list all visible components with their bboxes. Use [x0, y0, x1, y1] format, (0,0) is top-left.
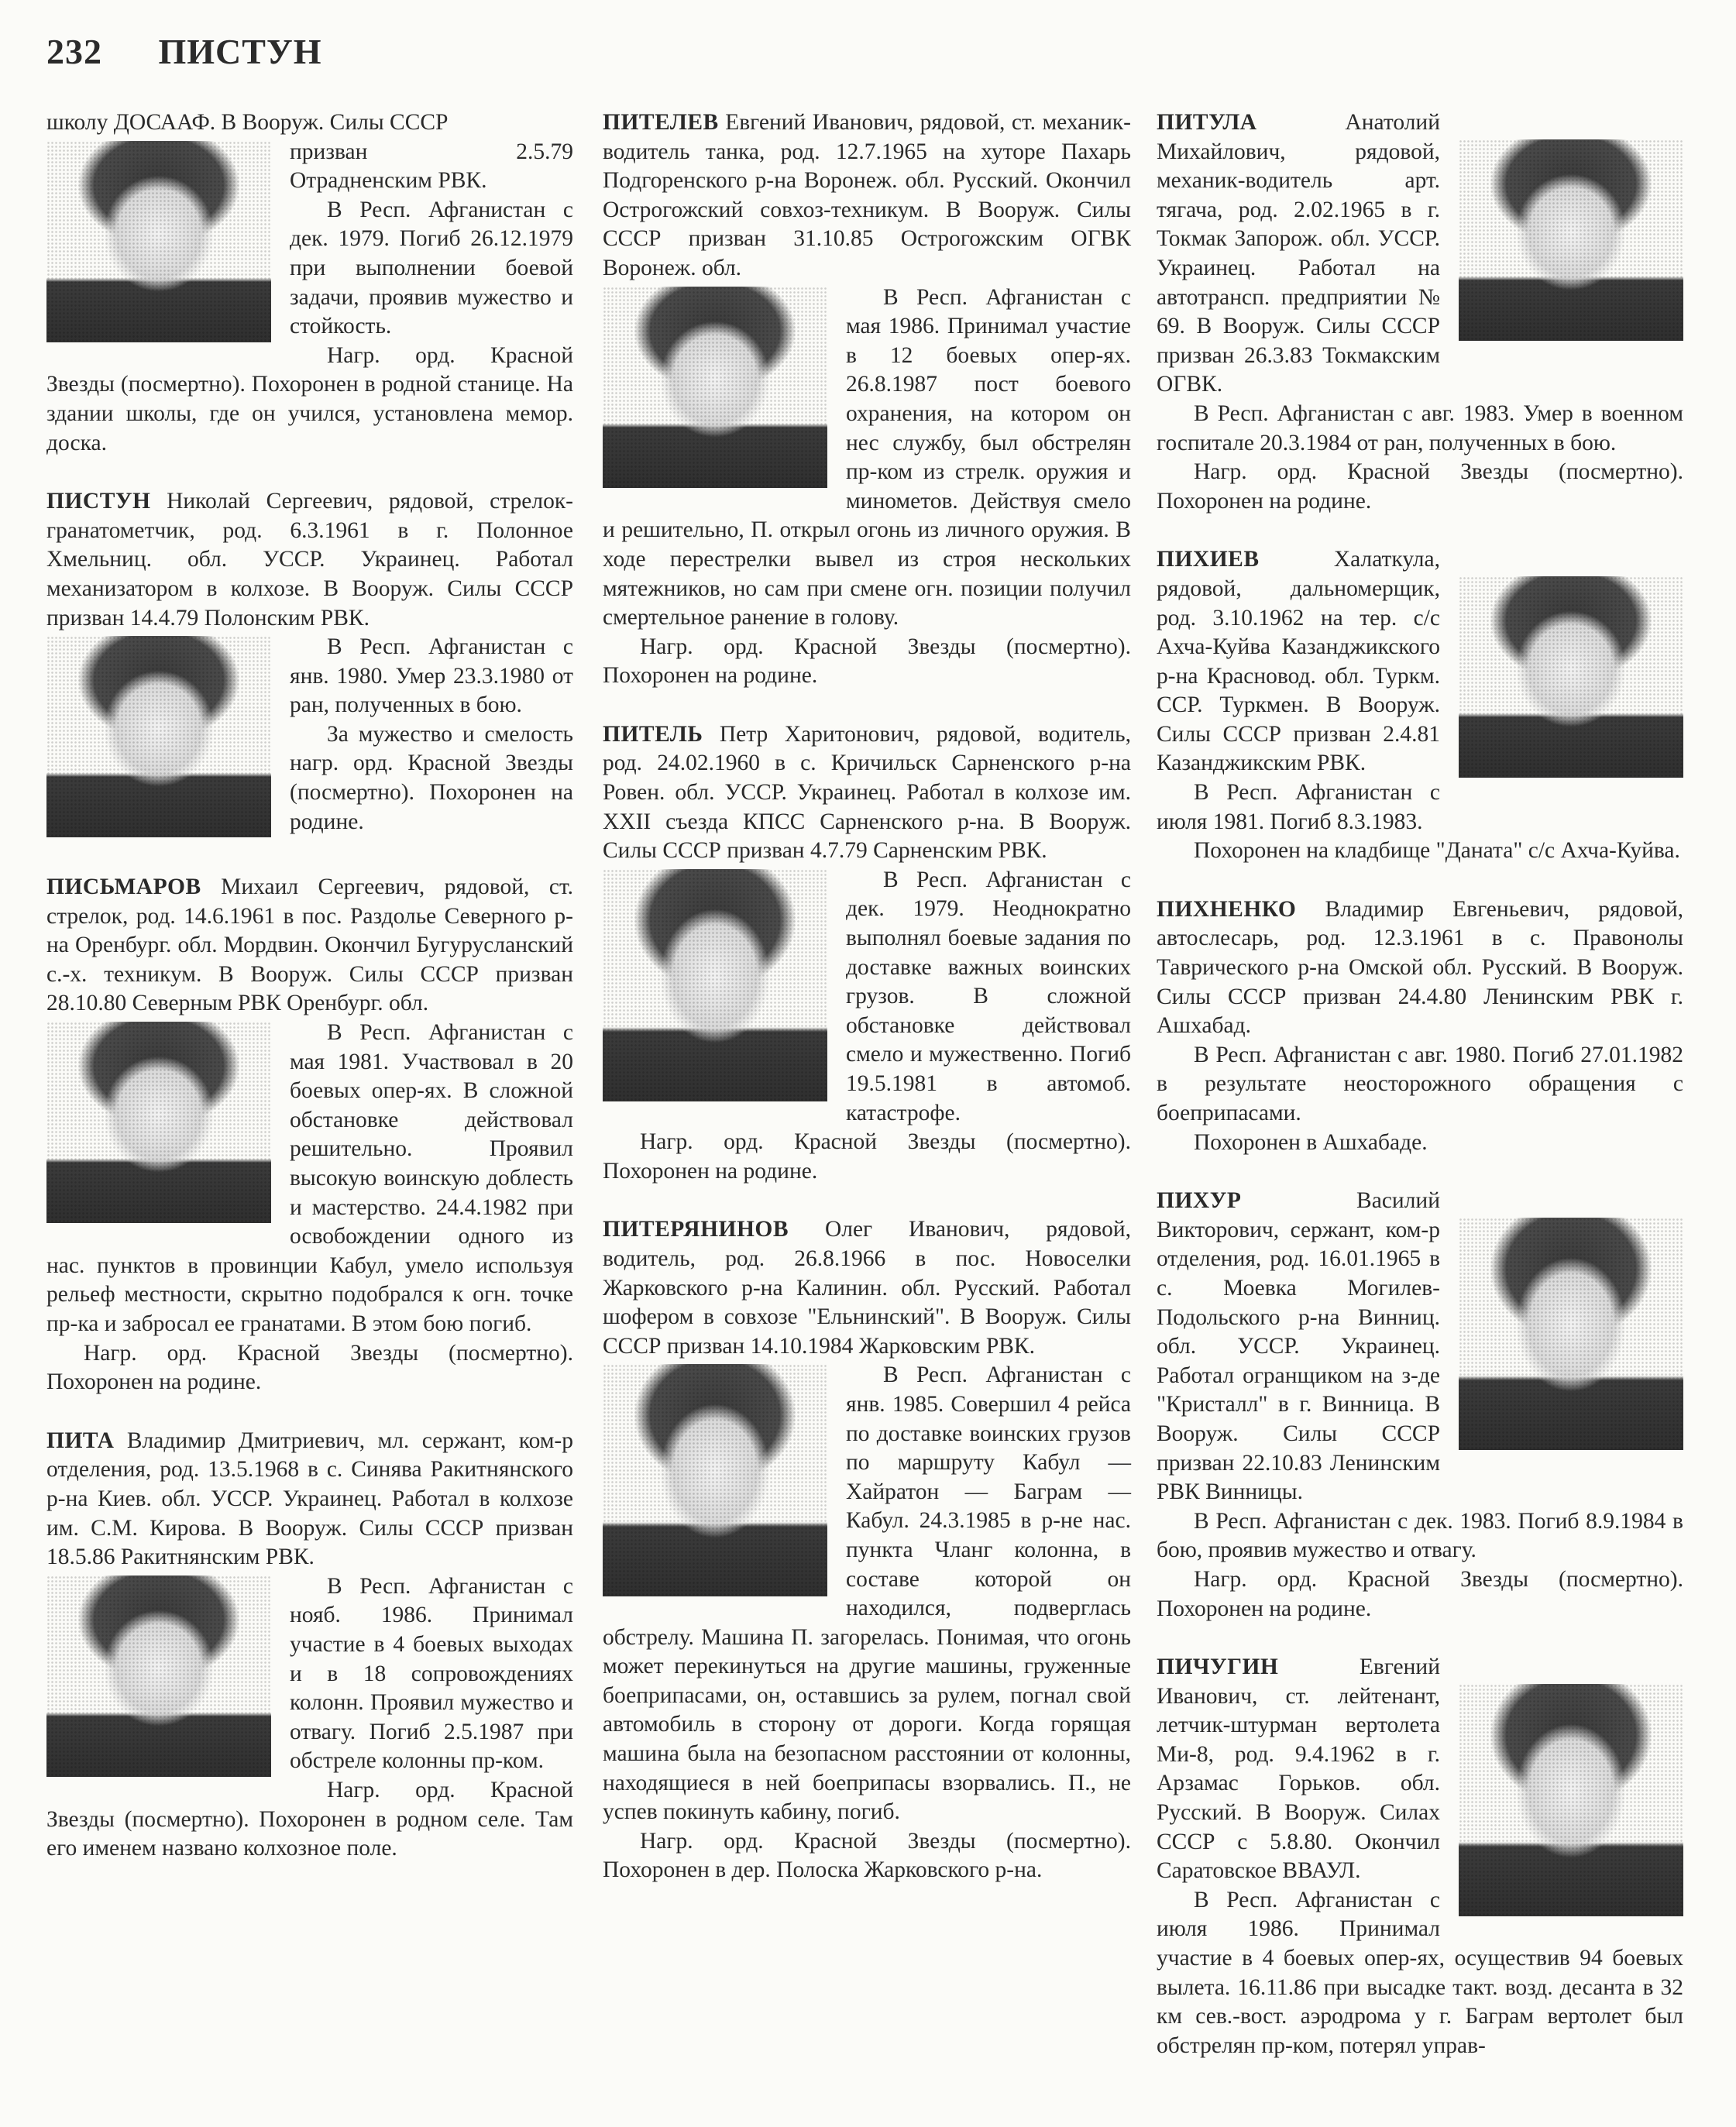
entry-surname: ПИСТУН [46, 489, 151, 514]
entry-paragraph: В Респ. Афганистан с дек. 1979. Неоднократно выполнял боевые задания по доставке важных воинских грузов. В сложной обстановке действовал смело и мужественно. Погиб 19.5.1981 в автомоб. катастрофе. [846, 867, 1131, 1125]
entry-lead: Владимир Дмитриевич, мл. сержант, ком-р отделения, род. 13.5.1968 в с. Синява Ракитнянского р-на Киев. обл. УССР. Украинец. Работал в колхозе им. С.М. Кирова. В Вооруж. Силы СССР призван 18.5.86 Ракитнянским РВК. [46, 1428, 573, 1570]
biography-entry [1157, 545, 1683, 866]
portrait-photo-hat [1459, 576, 1683, 778]
entry-surname: ПИЧУГИН [1157, 1655, 1279, 1680]
entry-paragraph: Похоронен в Ашхабаде. [1194, 1129, 1428, 1155]
portrait-photo [603, 287, 827, 488]
entry-paragraph: Нагр. орд. Красной Звезды (посмертно). Похоронен на родине. [1157, 1566, 1683, 1621]
portrait-photo-cap [603, 1364, 827, 1596]
entry-lead: Николай Сергеевич, рядовой, стрелок-гранатометчик, род. 6.3.1961 в г. Полонное Хмельниц. обл. УССР. Украинец. Работал механизатором в колхозе. В Вооруж. Силы СССР призван 14.4.79 Полонским РВК. [46, 489, 573, 631]
entry-paragraph: В Респ. Афганистан с янв. 1985. Совершил 4 рейса по доставке воинских грузов по маршруту Кабул — Хайратон — Баграм — Кабул. 24.3.1985 в р-не нас. пункта Чланг колонна, в составе которой он находился, подверглась обстрелу. Машина П. загорелась. Понимая, что огонь может перекинуться на другие машины, груженные боеприпасами, он, оставшись за рулем, погнал свой автомобиль в сторону от дороги. Когда горящая машина была на безопасном расстоянии от колонны, находящиеся в ней боеприпасы взорвались. П., не успев покинуть кабину, погиб. [603, 1362, 1131, 1825]
biography-entry [1157, 1653, 1683, 2060]
biography-entry [46, 1427, 573, 1864]
biography-entry [46, 487, 573, 844]
entry-lead: Халаткула, рядовой, дальномерщик, род. 3.10.1962 на тер. с/с Ахча-Куйва Казанджикского р-на Красновод. обл. Туркм. ССР. Туркмен. В Вооруж. Силы СССР призван 2.4.81 Казанджикским РВК. [1157, 547, 1440, 776]
entry-lead: Анатолий Михайлович, рядовой, механик-водитель арт. тягача, род. 2.02.1965 в г. Токмак Запорож. обл. УССР. Украинец. Работал на автотрансп. предприятии № 69. В Вооруж. Силы СССР призван 26.3.83 Токмакским ОГВК. [1157, 110, 1440, 397]
entry-lead: Евгений Иванович, ст. лейтенант, летчик-штурман вертолета Ми-8, род. 9.4.1962 в г. Арзамас Горьков. обл. Русский. В Вооруж. Силах СССР с 5.8.80. Окончил Саратовское ВВАУЛ. [1157, 1655, 1440, 1884]
entry-paragraph: Похоронен на кладбище "Даната" с/с Ахча-Куйва. [1194, 838, 1680, 864]
entry-paragraph: За мужество и смелость нагр. орд. Красной Звезды (посмертно). Похоронен на родине. [290, 721, 573, 834]
biography-entry [603, 108, 1131, 691]
entry-paragraph: В Респ. Афганистан с авг. 1983. Умер в военном госпитале 20.3.1984 от ран, полученных в бою. [1157, 400, 1683, 455]
entry-paragraph: Нагр. орд. Красной Звезды (посмертно). Похоронен в родном селе. Там его именем названо колхозное поле. [46, 1777, 573, 1861]
entry-lead: Михаил Сергеевич, рядовой, ст. стрелок, род. 14.6.1961 в пос. Раздолье Северного р-на Оренбург. обл. Мордвин. Окончил Бугурусланский с.-х. техникум. В Вооруж. Силы СССР призван 28.10.80 Северным РВК Оренбург. обл. [46, 875, 573, 1016]
biography-entry [1157, 1187, 1683, 1624]
entry-paragraph: В Респ. Афганистан с июля 1981. Погиб 8.3.1983. [1157, 780, 1440, 834]
entry-paragraph: Нагр. орд. Красной Звезды (посмертно). Похоронен на родине. [46, 1340, 573, 1395]
entry-paragraph: В Респ. Афганистан с нояб. 1986. Принимал участие в 4 боевых выходах и в 18 сопровождениях колонн. Проявил мужество и отвагу. Погиб 2.5.1987 при обстреле колонны пр-ком. [290, 1573, 573, 1774]
portrait-photo [1459, 1684, 1683, 1916]
entry-paragraph: В Респ. Афганистан с дек. 1979. Погиб 26.12.1979 при выполнении боевой задачи, проявив мужество и стойкость. [290, 197, 573, 339]
entry-lead-line: школу ДОСААФ. В Вооруж. Силы СССР [46, 110, 449, 135]
entry-lead: Василий Викторович, сержант, ком-р отделения, род. 16.01.1965 в с. Моевка Могилев-Подольского р-на Винниц. обл. УССР. Украинец. Работал огранщиком на з-де "Кристалл" в г. Винница. В Вооруж. Силы СССР призван 22.10.83 Ленинским РВК Винницы. [1157, 1188, 1440, 1505]
biography-entry [46, 873, 573, 1397]
entry-lead: Олег Иванович, рядовой, водитель, род. 26.8.1966 в пос. Новоселки Жарковского р-на Калинин. обл. Русский. Работал шофером в совхозе "Ельнинский". В Вооруж. Силы СССР призван 14.10.1984 Жарковским РВК. [603, 1217, 1132, 1359]
entry-lead: Владимир Евгеньевич, рядовой, автослесарь, род. 12.3.1961 в с. Правонолы Таврического р-на Омской обл. Русский. В Вооруж. Силы СССР призван 24.4.80 Ленинским РВК г. Ашхабад. [1157, 896, 1684, 1039]
portrait-photo [46, 636, 271, 837]
entry-surname: ПИТЕРЯНИНОВ [603, 1217, 789, 1242]
entry-paragraph: В Респ. Афганистан с янв. 1980. Умер 23.3.1980 от ран, полученных в бою. [290, 634, 573, 718]
entry-surname: ПИТУЛА [1157, 110, 1257, 135]
entry-paragraph: В Респ. Афганистан с мая 1986. Принимал участие в 12 боевых опер-ях. 26.8.1987 пост боевого охранения, на котором он нес службу, был обстрелян пр-ком из стрелк. оружия и минометов. Действуя смело и решительно, П. открыл огонь из личного оружия. В ходе перестрелки вывел из строя нескольких мятежников, но сам при смене огн. позиции получил смертельное ранение в голову. [603, 284, 1131, 631]
entry-paragraph: В Респ. Афганистан с июля 1986. Принимал участие в 4 боевых опер-ях, осуществив 94 боевых вылета. 16.11.86 при высадке такт. возд. десанта в 32 км сев.-вост. аэродрома у г. Баграм вертолет был обстрелян пр-ком, потерял управ- [1157, 1887, 1683, 2058]
entry-paragraph: В Респ. Афганистан с авг. 1980. Погиб 27.01.1982 в результате неосторожного обращения с боеприпасами. [1157, 1042, 1683, 1125]
column-2 [603, 108, 1131, 1915]
biography-entry [1157, 108, 1683, 516]
entry-surname: ПИХИЕВ [1157, 547, 1260, 572]
entry-surname: ПИТА [46, 1428, 115, 1453]
entry-surname: ПИСЬМАРОВ [46, 875, 201, 900]
column-3 [1157, 108, 1683, 2090]
entry-surname: ПИТЕЛЬ [603, 721, 703, 747]
entry-paragraph: Нагр. орд. Красной Звезды (посмертно). Похоронен на родине. [603, 634, 1131, 689]
running-title: ПИСТУН [158, 32, 322, 71]
entry-paragraph: Нагр. орд. Красной Звезды (посмертно). Похоронен на родине. [603, 1129, 1131, 1184]
entry-lead: Петр Харитонович, рядовой, водитель, род. 24.02.1960 в с. Кричильск Сарненского р-на Ровен. обл. УССР. Украинец. Работал в колхозе им. XXII съезда КПСС Сарненского р-на. В Вооруж. Силы СССР призван 4.7.79 Сарненским РВК. [603, 721, 1131, 864]
entry-continuation [46, 108, 573, 458]
portrait-photo [46, 1575, 271, 1777]
entry-paragraph: В Респ. Афганистан с дек. 1983. Погиб 8.9.1984 в бою, проявив мужество и отвагу. [1157, 1508, 1683, 1563]
entry-surname: ПИТЕЛЕВ [603, 110, 719, 135]
entry-lead: Евгений Иванович, рядовой, ст. механик-водитель танка, род. 12.7.1965 на хуторе Пахарь Подгоренского р-на Воронеж. обл. Русский. Окончил Острогожский совхоз-техникум. В Вооруж. Силы СССР призван 31.10.85 Острогожским ОГВК Воронеж. обл. [603, 110, 1132, 280]
portrait-photo-beret [1459, 1218, 1683, 1450]
entry-paragraph: Нагр. орд. Красной Звезды (посмертно). Похоронен в родной станице. На здании школы, где он учился, установлена мемор. доска. [46, 342, 573, 455]
page-number: 232 [46, 32, 102, 71]
page-header [46, 31, 322, 72]
entry-surname: ПИХУР [1157, 1188, 1242, 1214]
portrait-photo [603, 869, 827, 1101]
entry-lead: призван 2.5.79 Отрадненским РВК. [290, 139, 573, 194]
biography-entry [603, 1215, 1131, 1885]
biography-entry [1157, 895, 1683, 1157]
portrait-photo [46, 1022, 271, 1223]
biography-entry [603, 720, 1131, 1187]
portrait-photo [46, 141, 271, 342]
entry-paragraph: Нагр. орд. Красной Звезды (посмертно). Похоронен на родине. [1157, 459, 1683, 514]
column-1 [46, 108, 573, 1893]
entry-surname: ПИХНЕНКО [1157, 896, 1297, 922]
entry-paragraph: В Респ. Афганистан с мая 1981. Участвовал в 20 боевых опер-ях. В сложной обстановке действовал решительно. Проявил высокую воинскую доблесть и мастерство. 24.4.1982 при освобождении одного из нас. пунктов в провинции Кабул, умело используя рельеф местности, скрытно подобрался к огн. точке пр-ка и забросал ее гранатами. В этом бою погиб. [46, 1020, 573, 1336]
entry-paragraph: Нагр. орд. Красной Звезды (посмертно). Похоронен в дер. Полоска Жарковского р-на. [603, 1828, 1131, 1883]
portrait-photo [1459, 139, 1683, 341]
